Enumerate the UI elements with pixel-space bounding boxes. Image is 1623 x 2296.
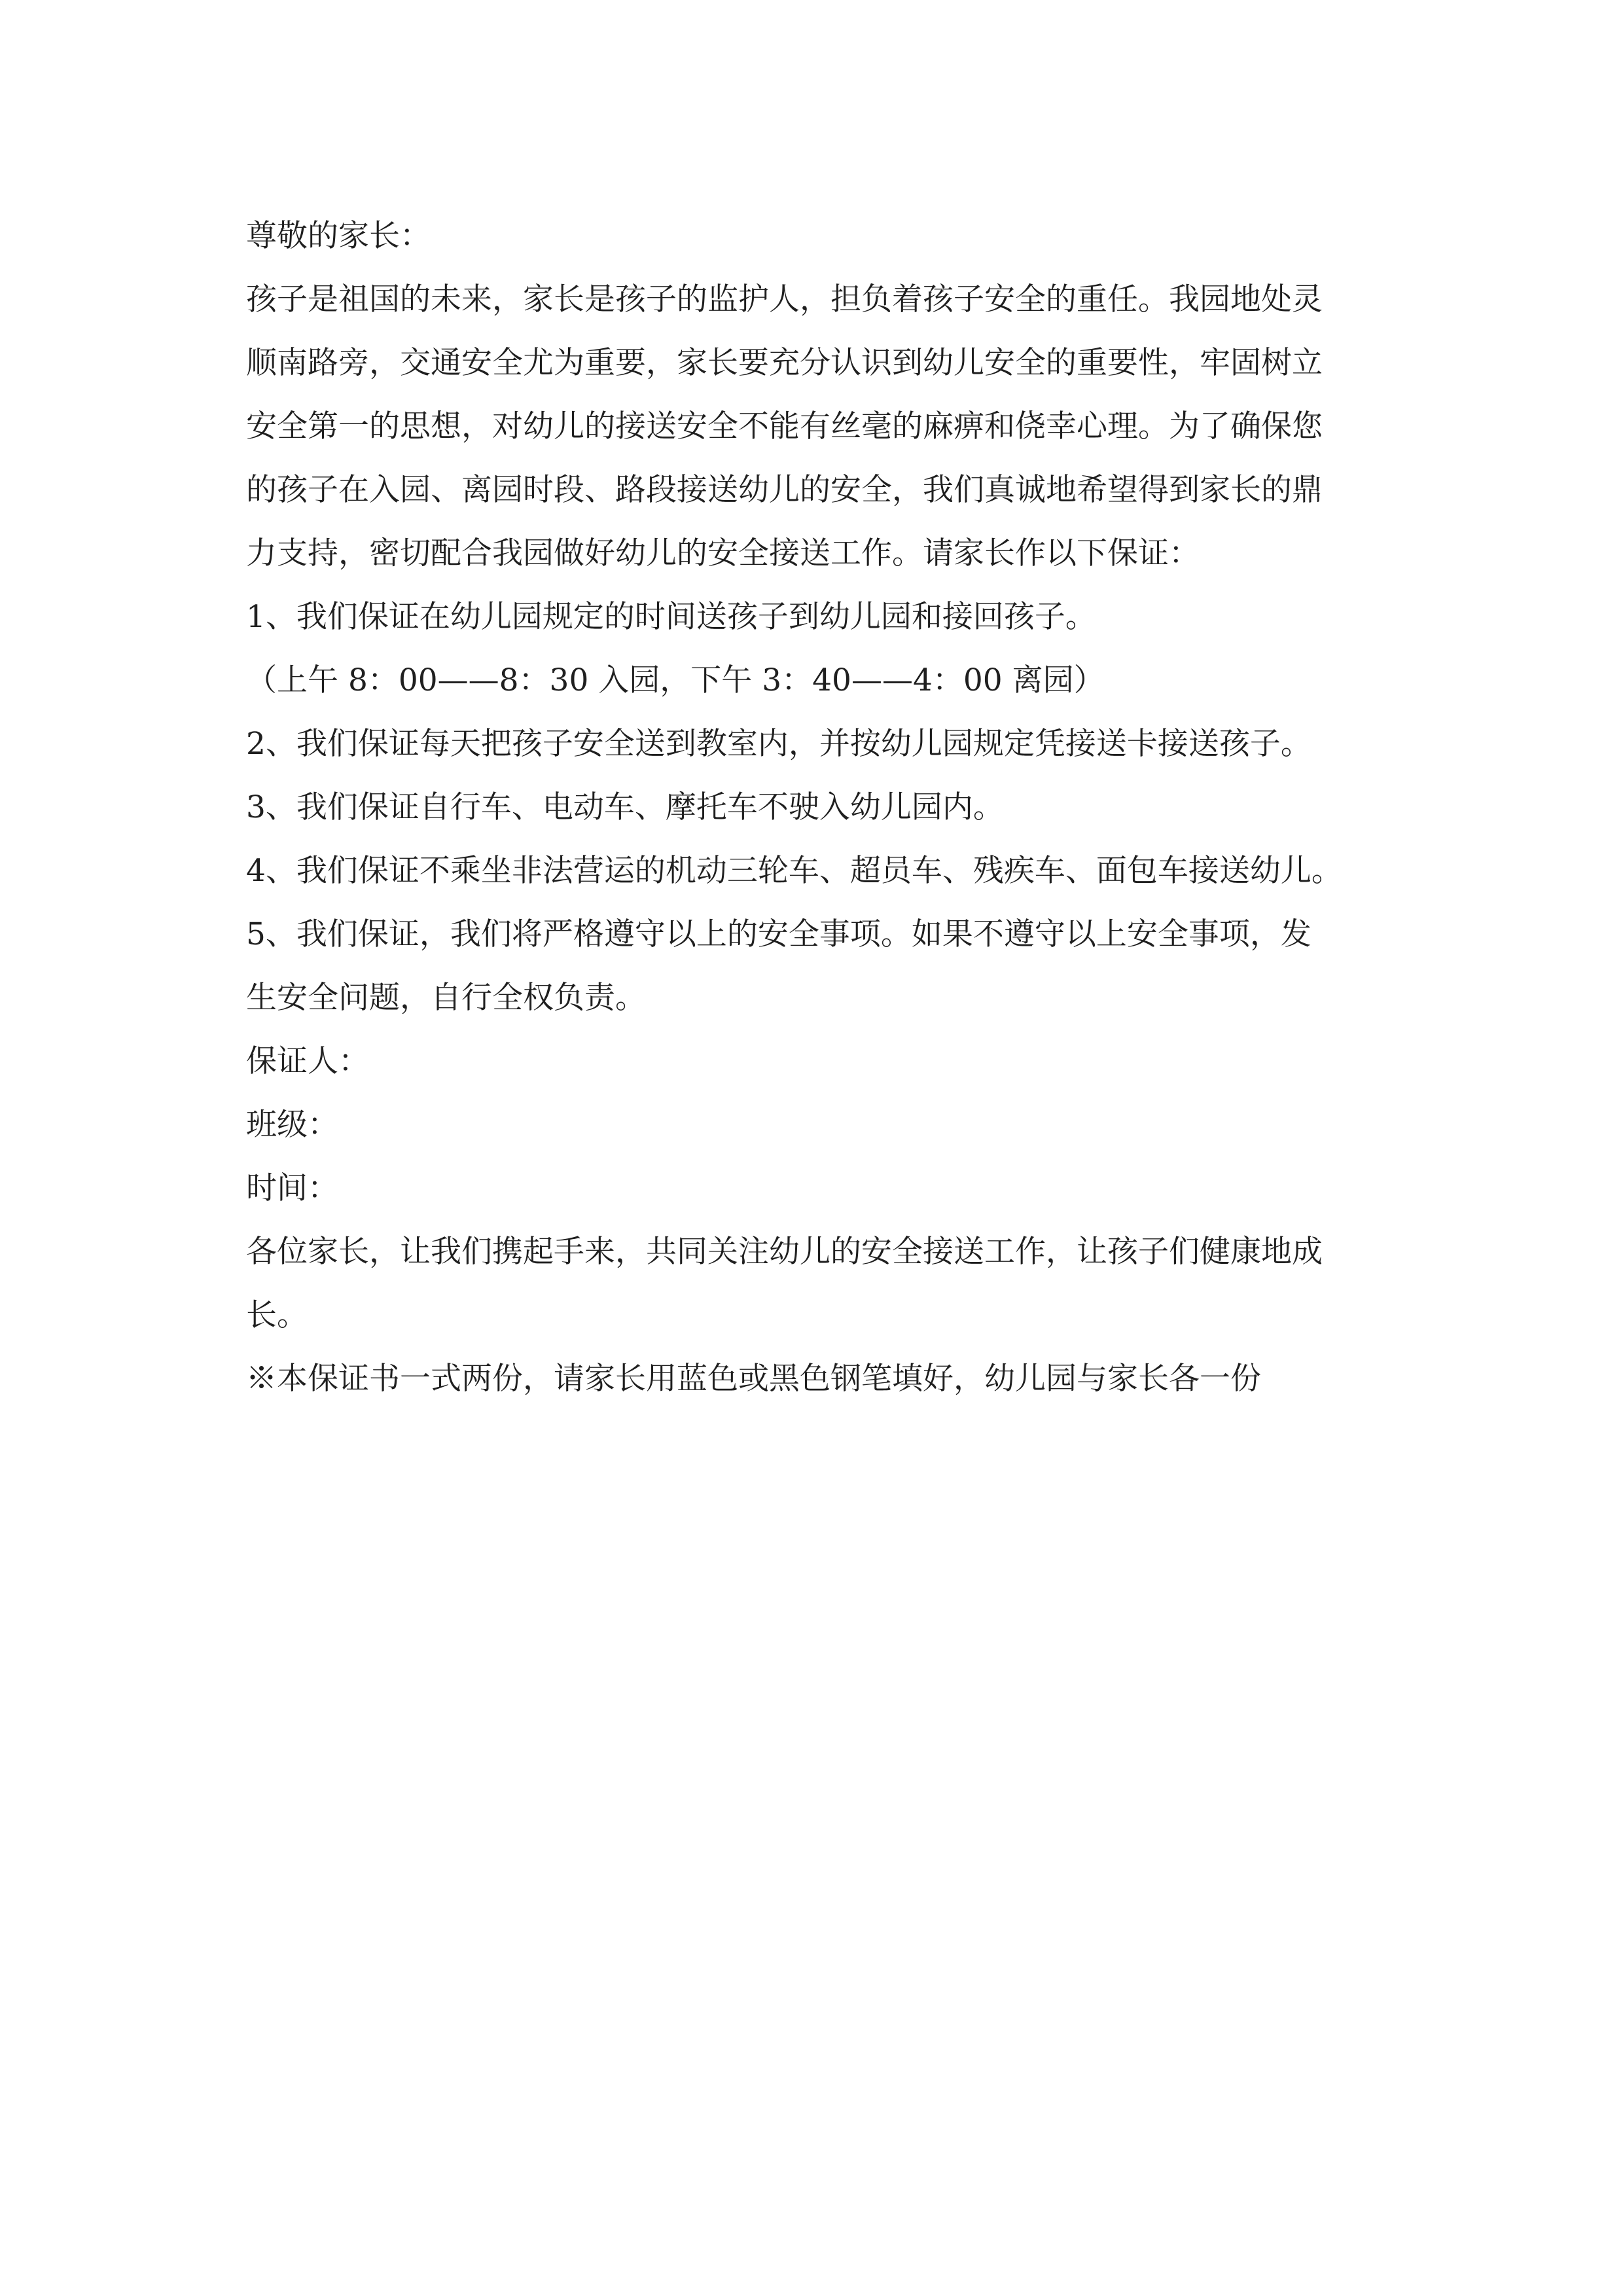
guarantee-item-4: 4、我们保证不乘坐非法营运的机动三轮车、超员车、残疾车、面包车接送幼儿。 <box>246 853 1342 889</box>
intro-line: 的孩子在入园、离园时段、路段接送幼儿的安全，我们真诚地希望得到家长的鼎 <box>246 472 1323 508</box>
guarantee-item-3: 3、我们保证自行车、电动车、摩托车不驶入幼儿园内。 <box>246 789 1004 825</box>
guarantee-item-5-line: 5、我们保证，我们将严格遵守以上的安全事项。如果不遵守以上安全事项，发 <box>246 916 1311 952</box>
time-label: 时间： <box>246 1170 338 1206</box>
closing-line: 各位家长，让我们携起手来，共同关注幼儿的安全接送工作，让孩子们健康地成 <box>246 1234 1323 1270</box>
document-body <box>246 204 1398 1410</box>
intro-line: 顺南路旁，交通安全尤为重要，家长要充分认识到幼儿安全的重要性，牢固树立 <box>246 345 1323 381</box>
guarantee-item-1: 1、我们保证在幼儿园规定的时间送孩子到幼儿园和接回孩子。 <box>246 599 1096 635</box>
footnote: ※本保证书一式两份，请家长用蓝色或黑色钢笔填好，幼儿园与家长各一份 <box>246 1361 1261 1397</box>
closing-line: 长。 <box>246 1297 308 1333</box>
guarantee-item-2: 2、我们保证每天把孩子安全送到教室内，并按幼儿园规定凭接送卡接送孩子。 <box>246 726 1311 762</box>
salutation: 尊敬的家长： <box>246 218 431 254</box>
guarantee-item-5-line: 生安全问题，自行全权负责。 <box>246 980 646 1016</box>
intro-line: 力支持，密切配合我园做好幼儿的安全接送工作。请家长作以下保证： <box>246 535 1200 571</box>
intro-line: 孩子是祖国的未来，家长是孩子的监护人，担负着孩子安全的重任。我园地处灵 <box>246 281 1323 317</box>
intro-line: 安全第一的思想，对幼儿的接送安全不能有丝毫的麻痹和侥幸心理。为了确保您 <box>246 408 1323 444</box>
class-label: 班级： <box>246 1107 338 1143</box>
schedule-note: （上午 8：00——8：30 入园，下午 3：40——4：00 离园） <box>246 662 1105 698</box>
guarantor-label: 保证人： <box>246 1043 369 1079</box>
